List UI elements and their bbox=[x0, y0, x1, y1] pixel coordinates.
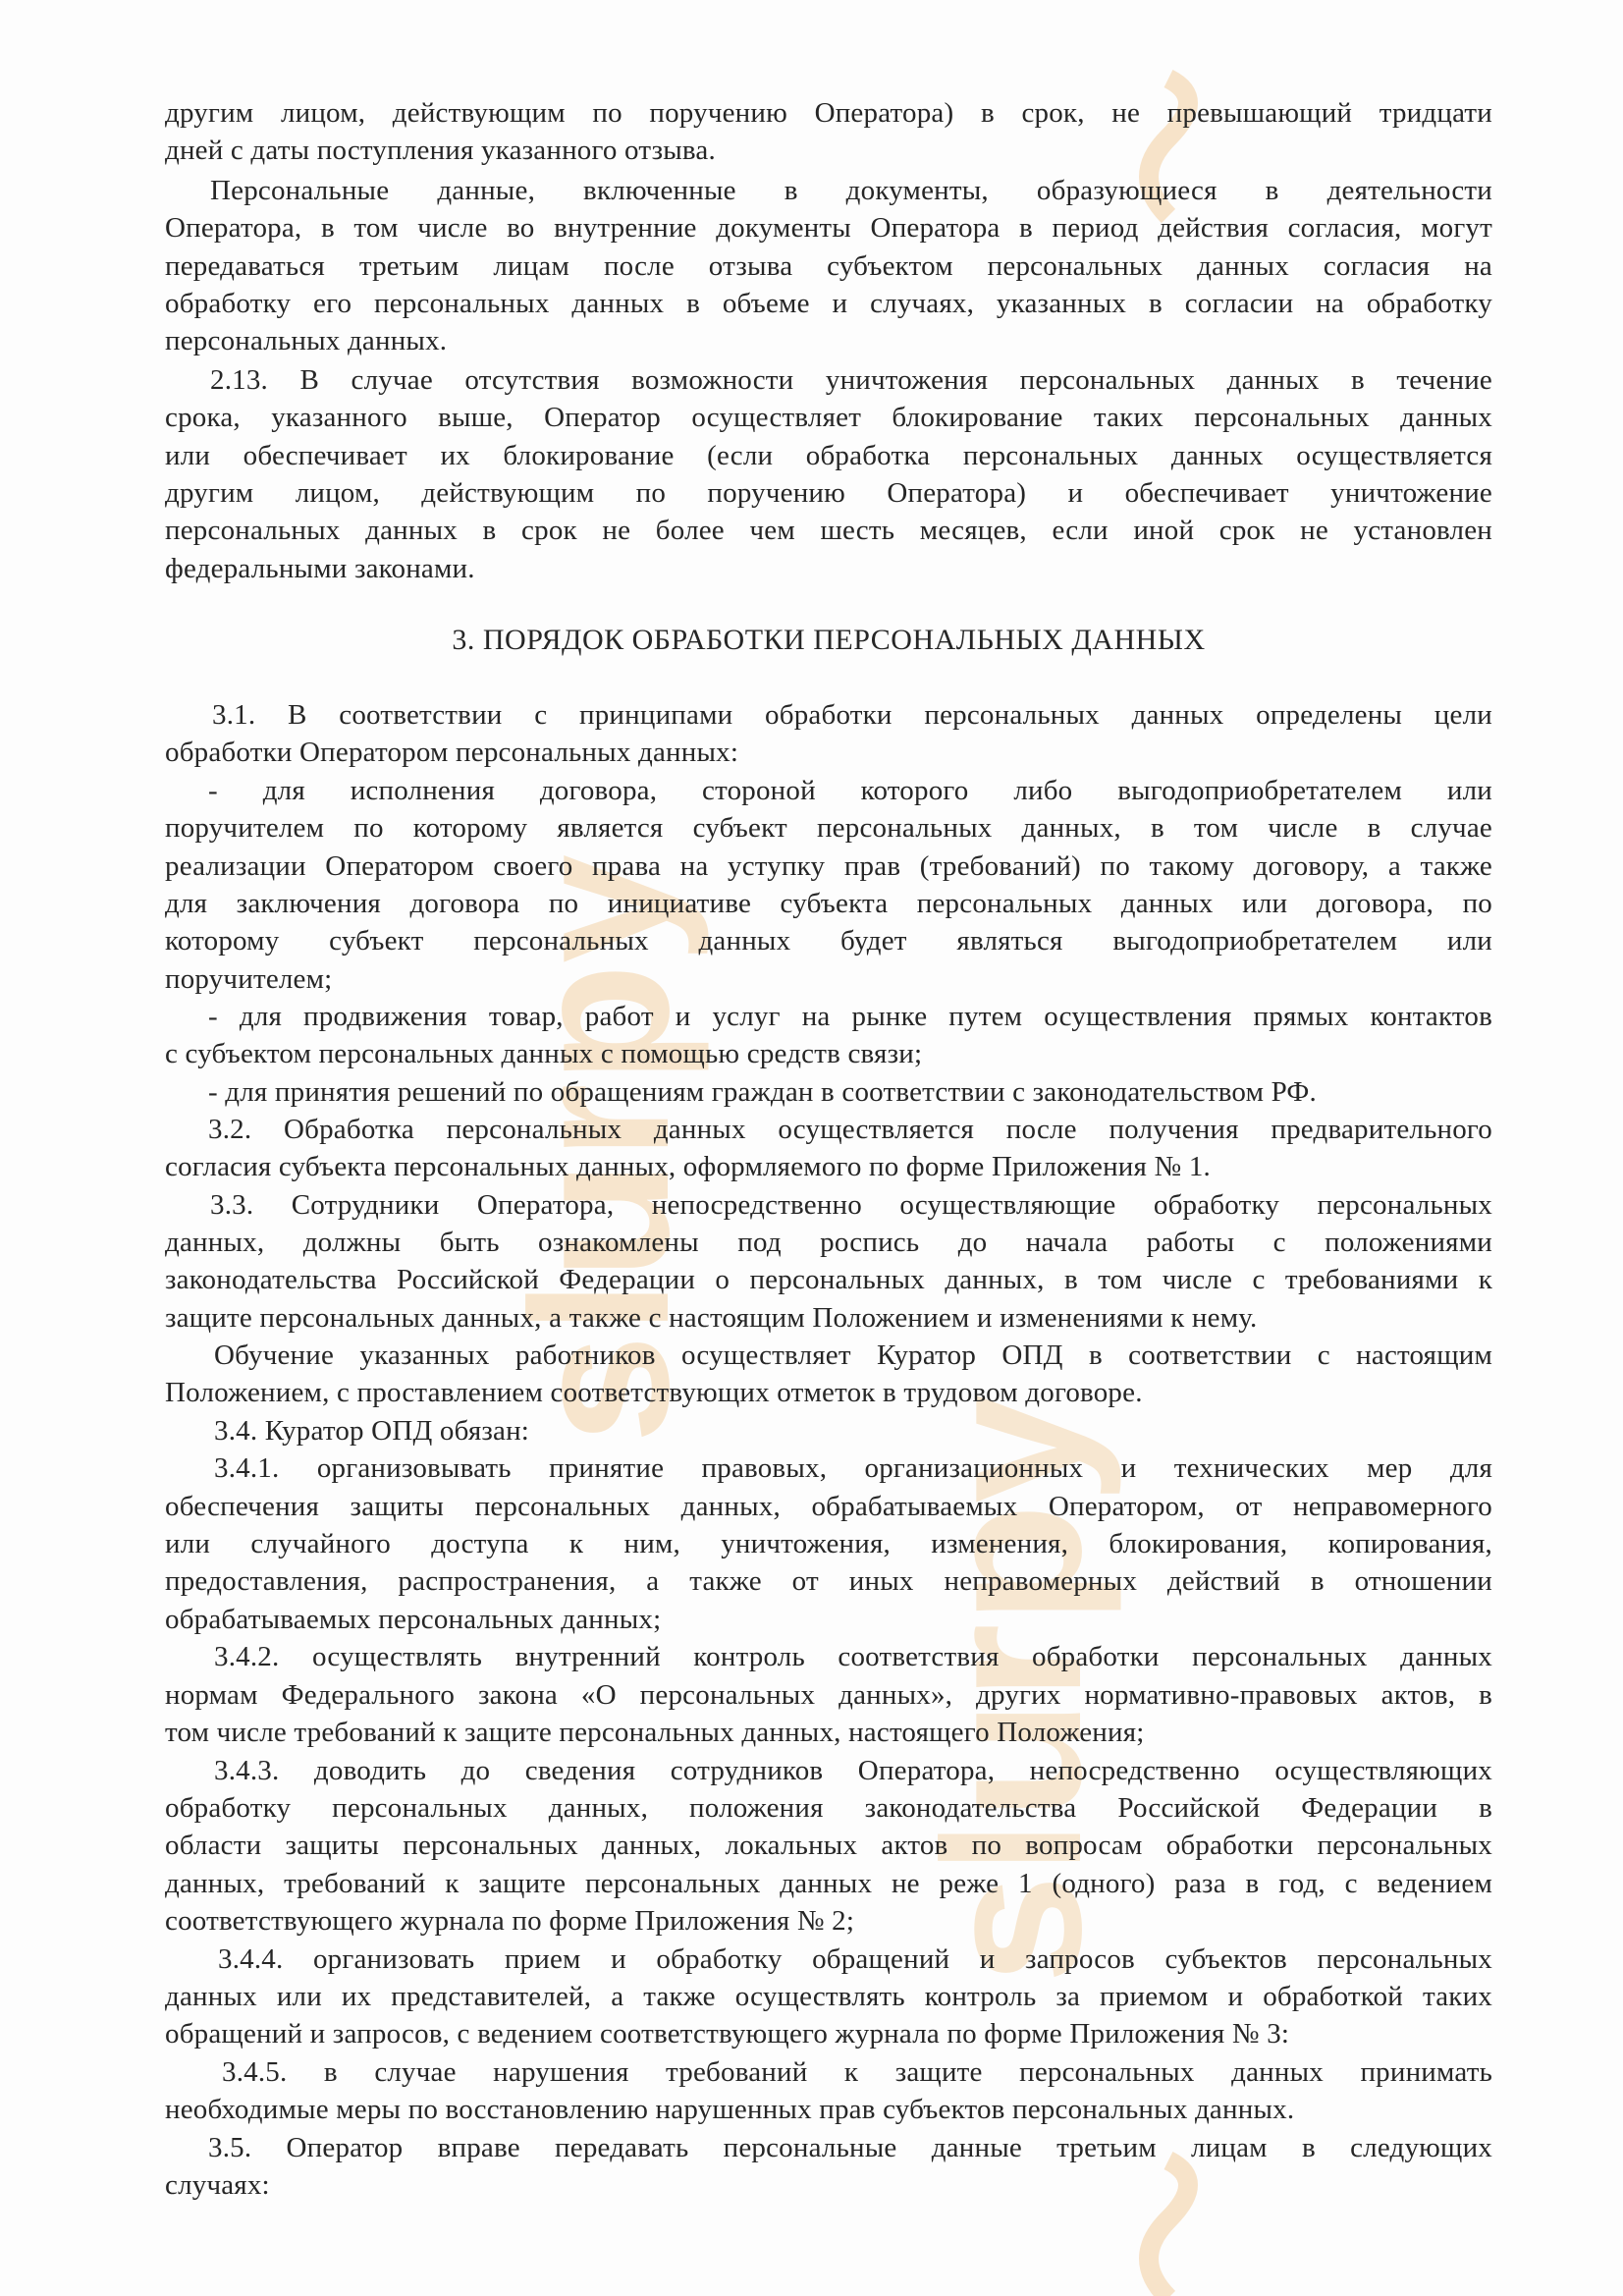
text-line: Обучение указанных работников осуществляет Куратор ОПД в соответствии с настоящим bbox=[214, 1339, 1492, 1371]
text-line: - для продвижения товар, работ и услуг на рынке путем осуществления прямых контактов bbox=[208, 1001, 1492, 1032]
text-line: Положением, с проставлением соответствующих отметок в трудовом договоре. bbox=[165, 1377, 1143, 1408]
text-line: соответствующего журнала по форме Приложения № 2; bbox=[165, 1905, 855, 1937]
text-line: 3.4.3. доводить до сведения сотрудников Оператора, непосредственно осуществляющих bbox=[214, 1755, 1492, 1786]
text-line: 3.5. Оператор вправе передавать персональные данные третьим лицам в следующих bbox=[208, 2132, 1492, 2163]
text-line: законодательства Российской Федерации о персональных данных, в том числе с требованиями к bbox=[165, 1264, 1492, 1295]
text-line: или обеспечивает их блокирование (если обработка персональных данных осуществляется bbox=[165, 440, 1492, 471]
text-line: обрабатываемых персональных данных; bbox=[165, 1604, 662, 1635]
text-line: Персональные данные, включенные в документы, образующиеся в деятельности bbox=[210, 175, 1492, 206]
text-line: федеральными законами. bbox=[165, 553, 475, 584]
text-line: области защиты персональных данных, локальных актов по вопросам обработки персональных bbox=[165, 1830, 1492, 1861]
watermark-text-top: slurpy bbox=[491, 853, 710, 1445]
text-line: 3.4.1. организовывать принятие правовых, организационных и технических мер для bbox=[214, 1452, 1492, 1484]
text-line: персональных данных. bbox=[165, 325, 448, 356]
text-line: 2.13. В случае отсутствия возможности уничтожения персональных данных в течение bbox=[210, 364, 1492, 396]
text-line: передаваться третьим лицам после отзыва субъектом персональных данных согласия на bbox=[165, 250, 1492, 282]
text-line: реализации Оператором своего права на уступку прав (требований) по такому договору, а также bbox=[165, 850, 1492, 882]
text-line: данных, требований к защите персональных данных не реже 1 (одного) раза в год, с ведением bbox=[165, 1868, 1492, 1899]
text-line: обработку персональных данных, положения законодательства Российской Федерации в bbox=[165, 1792, 1492, 1824]
text-line: персональных данных в срок не более чем шесть месяцев, если иной срок не установлен bbox=[165, 515, 1492, 546]
text-line: поручителем; bbox=[165, 963, 333, 995]
text-line: другим лицом, действующим по поручению Оператора) и обеспечивает уничтожение bbox=[165, 477, 1492, 509]
text-line: - для принятия решений по обращениям граждан в соответствии с законодательством РФ. bbox=[208, 1076, 1317, 1108]
text-line: - для исполнения договора, стороной которого либо выгодоприобретателем или bbox=[208, 775, 1492, 806]
text-line: 3.3. Сотрудники Оператора, непосредственно осуществляющие обработку персональных bbox=[210, 1189, 1492, 1221]
text-line: другим лицом, действующим по поручению Оператора) в срок, не превышающий тридцати bbox=[165, 97, 1492, 129]
text-line: или случайного доступа к ним, уничтожения, изменения, блокирования, копирования, bbox=[165, 1528, 1492, 1559]
text-line: для заключения договора по инициативе субъекта персональных данных или договора, по bbox=[165, 888, 1492, 919]
text-line: срока, указанного выше, Оператор осуществляет блокирование таких персональных данных bbox=[165, 402, 1492, 433]
text-line: предоставления, распространения, а также от иных неправомерных действий в отношении bbox=[165, 1565, 1492, 1597]
text-line: обеспечения защиты персональных данных, обрабатываемых Оператором, от неправомерного bbox=[165, 1491, 1492, 1522]
text-line: 3.4.4. организовать прием и обработку обращений и запросов субъектов персональных bbox=[218, 1943, 1492, 1975]
text-line: обращений и запросов, с ведением соответствующего журнала по форме Приложения № 3: bbox=[165, 2018, 1290, 2050]
text-line: дней с даты поступления указанного отзыва. bbox=[165, 135, 716, 166]
text-line: 3.2. Обработка персональных данных осуществляется после получения предварительного bbox=[208, 1114, 1492, 1145]
text-line: обработки Оператором персональных данных: bbox=[165, 737, 739, 768]
watermark-text-bottom: slurpy bbox=[903, 1394, 1122, 1985]
text-line: 3.4. Куратор ОПД обязан: bbox=[214, 1415, 530, 1447]
text-line: 3.1. В соответствии с принципами обработки персональных данных определены цели bbox=[212, 699, 1492, 731]
text-line: Оператора, в том числе во внутренние документы Оператора в период действия согласия, могут bbox=[165, 212, 1492, 244]
text-line: нормам Федерального закона «О персональных данных», других нормативно-правовых актов, в bbox=[165, 1679, 1492, 1711]
text-line: обработку его персональных данных в объеме и случаях, указанных в согласии на обработку bbox=[165, 288, 1492, 319]
text-line: данных или их представителей, а также осуществлять контроль за приемом и обработкой таких bbox=[165, 1981, 1492, 2012]
text-line: 3.4.5. в случае нарушения требований к защите персональных данных принимать bbox=[222, 2056, 1492, 2088]
text-line: защите персональных данных, а также с настоящим Положением и изменениями к нему. bbox=[165, 1302, 1258, 1334]
text-line: которому субъект персональных данных будет являться выгодоприобретателем или bbox=[165, 925, 1492, 957]
text-line: поручителем по которому является субъект персональных данных, в том числе в случае bbox=[165, 812, 1492, 844]
text-line: случаях: bbox=[165, 2169, 270, 2201]
text-line: согласия субъекта персональных данных, оформляемого по форме Приложения № 1. bbox=[165, 1151, 1211, 1182]
text-line: необходимые меры по восстановлению нарушенных прав субъектов персональных данных. bbox=[165, 2094, 1295, 2125]
text-line: 3.4.2. осуществлять внутренний контроль соответствия обработки персональных данных bbox=[214, 1641, 1492, 1672]
section-heading: 3. ПОРЯДОК ОБРАБОТКИ ПЕРСОНАЛЬНЫХ ДАННЫХ bbox=[452, 624, 1206, 656]
text-line: том числе требований к защите персональных данных, настоящего Положения; bbox=[165, 1717, 1145, 1748]
text-line: с субъектом персональных данных с помощью средств связи; bbox=[165, 1038, 923, 1069]
text-line: данных, должны быть ознакомлены под роспись до начала работы с положениями bbox=[165, 1227, 1492, 1258]
